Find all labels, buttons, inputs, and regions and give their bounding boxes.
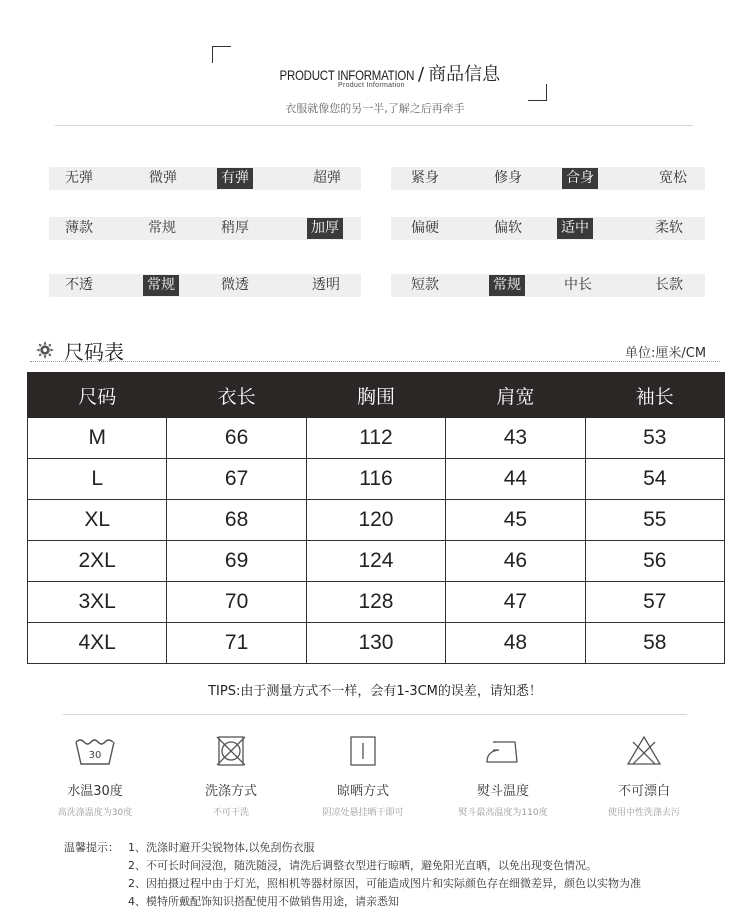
- cell-shoulder: 47: [446, 582, 585, 623]
- care-label: 不可漂白: [617, 784, 670, 799]
- attr-option: 宽松: [659, 170, 687, 186]
- table-row: [28, 459, 725, 500]
- attr-option: 超弹: [313, 170, 341, 186]
- table-row: [28, 500, 725, 541]
- size-table-header: [28, 373, 725, 418]
- attr-option-selected: 常规: [143, 275, 179, 296]
- no-bleach-icon: [624, 734, 664, 768]
- size-table: [27, 372, 725, 664]
- cell-length: 68: [167, 500, 306, 541]
- gear-icon: [36, 341, 54, 359]
- cell-sleeve: 58: [585, 623, 724, 664]
- cell-sleeve: 57: [585, 582, 724, 623]
- dotted-divider: [30, 361, 720, 362]
- care-sub: 阴凉处悬挂晒干即可: [322, 808, 404, 818]
- cell-size: 2XL: [28, 541, 167, 582]
- attr-bar-hardness: [391, 217, 705, 240]
- cell-chest: 130: [306, 623, 445, 664]
- attr-option: 长款: [655, 277, 683, 293]
- title-separator: /: [418, 64, 425, 85]
- care-sub: 高洗涤温度为30度: [57, 808, 133, 818]
- attr-bar-thickness: [49, 217, 361, 240]
- attr-option: 常规: [148, 220, 176, 236]
- cell-size: L: [28, 459, 167, 500]
- cell-size: 4XL: [28, 623, 167, 664]
- cell-chest: 128: [306, 582, 445, 623]
- attr-option: 中长: [564, 277, 592, 293]
- attr-option: 透明: [312, 277, 340, 293]
- table-row: [28, 418, 725, 459]
- attr-option: 薄款: [65, 220, 93, 236]
- care-label: 洗涤方式: [204, 784, 257, 799]
- care-item-ironing: [433, 734, 573, 818]
- cell-length: 67: [167, 459, 306, 500]
- header-sleeve: 袖长: [585, 373, 724, 418]
- header-shoulder: 肩宽: [446, 373, 585, 418]
- line-dry-icon: [346, 734, 380, 768]
- attr-option: 柔软: [655, 220, 683, 236]
- attr-option-selected: 适中: [557, 218, 593, 239]
- cell-length: 70: [167, 582, 306, 623]
- cell-length: 69: [167, 541, 306, 582]
- cell-chest: 124: [306, 541, 445, 582]
- table-row: [28, 582, 725, 623]
- title-subtitle: Product Information: [338, 82, 405, 89]
- attr-option: 不透: [65, 277, 93, 293]
- cell-shoulder: 44: [446, 459, 585, 500]
- attr-option: 稍厚: [221, 220, 249, 236]
- tagline: 衣服就像您的另一半,了解之后再牵手: [285, 102, 465, 115]
- care-item-drying: [293, 734, 433, 818]
- title-english: PRODUCT INFORMATION: [279, 67, 415, 83]
- notes-label: 温馨提示：: [64, 841, 119, 854]
- cell-chest: 112: [306, 418, 445, 459]
- cell-shoulder: 46: [446, 541, 585, 582]
- table-row: [28, 541, 725, 582]
- header-length: 衣长: [167, 373, 306, 418]
- note-item: 1、洗涤时避开尖锐物体,以免刮伤衣服: [128, 841, 315, 854]
- care-sub: 使用中性洗涤去污: [607, 808, 680, 818]
- cell-sleeve: 55: [585, 500, 724, 541]
- note-item: 2、不可长时间浸泡，随洗随浸，请洗后调整衣型进行晾晒，避免阳光直晒，以免出现变色情况。: [128, 859, 597, 872]
- cell-shoulder: 45: [446, 500, 585, 541]
- care-item-wash-method: [161, 734, 301, 818]
- wash-30-icon: [73, 734, 117, 768]
- divider: [63, 714, 687, 715]
- attr-option: 短款: [411, 277, 439, 293]
- attr-option: 紧身: [411, 170, 439, 186]
- attr-option: 修身: [494, 170, 522, 186]
- header-size: 尺码: [28, 373, 167, 418]
- care-label: 水温30度: [67, 784, 123, 799]
- attr-option: 微透: [221, 277, 249, 293]
- cell-shoulder: 48: [446, 623, 585, 664]
- attr-option: 无弹: [65, 170, 93, 186]
- cell-length: 66: [167, 418, 306, 459]
- care-sub: 不可干洗: [212, 808, 249, 818]
- attr-option-selected: 有弹: [217, 168, 253, 189]
- note-item: 2、因拍摄过程中由于灯光，照相机等器材原因，可能造成图片和实际颜色存在细微差异，颜色以实物为准: [128, 877, 641, 890]
- header-chest: 胸围: [306, 373, 445, 418]
- cell-sleeve: 53: [585, 418, 724, 459]
- attr-bar-transparency: [49, 274, 361, 297]
- care-label: 熨斗温度: [476, 784, 529, 799]
- size-chart-title: 尺码表: [64, 340, 124, 364]
- size-tips: TIPS:由于测量方式不一样，会有1-3CM的误差，请知悉！: [208, 684, 542, 699]
- cell-size: 3XL: [28, 582, 167, 623]
- care-label: 晾晒方式: [336, 784, 389, 799]
- attr-option: 偏软: [494, 220, 522, 236]
- cell-sleeve: 54: [585, 459, 724, 500]
- attr-bar-fit: [391, 167, 705, 190]
- attr-option-selected: 加厚: [307, 218, 343, 239]
- cell-size: XL: [28, 500, 167, 541]
- attr-bar-elasticity: [49, 167, 361, 190]
- attr-bar-length: [391, 274, 705, 297]
- iron-icon: [481, 734, 525, 768]
- wash-temp-badge: 30: [88, 750, 102, 761]
- size-chart-unit: 单位:厘米/CM: [625, 346, 707, 361]
- cell-chest: 120: [306, 500, 445, 541]
- cell-shoulder: 43: [446, 418, 585, 459]
- title-chinese: 商品信息: [428, 64, 501, 85]
- care-sub: 熨斗最高温度为110度: [458, 808, 548, 818]
- cell-chest: 116: [306, 459, 445, 500]
- divider: [55, 125, 693, 126]
- cell-length: 71: [167, 623, 306, 664]
- care-item-wash-temp: [25, 734, 165, 818]
- note-item: 4、模特所戴配饰知识搭配使用不做销售用途，请亲悉知: [128, 895, 399, 908]
- attr-option: 微弹: [149, 170, 177, 186]
- corner-bracket-bottom-right: [528, 84, 547, 101]
- cell-sleeve: 56: [585, 541, 724, 582]
- no-tumble-dry-icon: [214, 734, 248, 768]
- attr-option: 偏硬: [411, 220, 439, 236]
- care-item-bleach: [574, 734, 714, 818]
- cell-size: M: [28, 418, 167, 459]
- table-row: [28, 623, 725, 664]
- attr-option-selected: 常规: [489, 275, 525, 296]
- attr-option-selected: 合身: [562, 168, 598, 189]
